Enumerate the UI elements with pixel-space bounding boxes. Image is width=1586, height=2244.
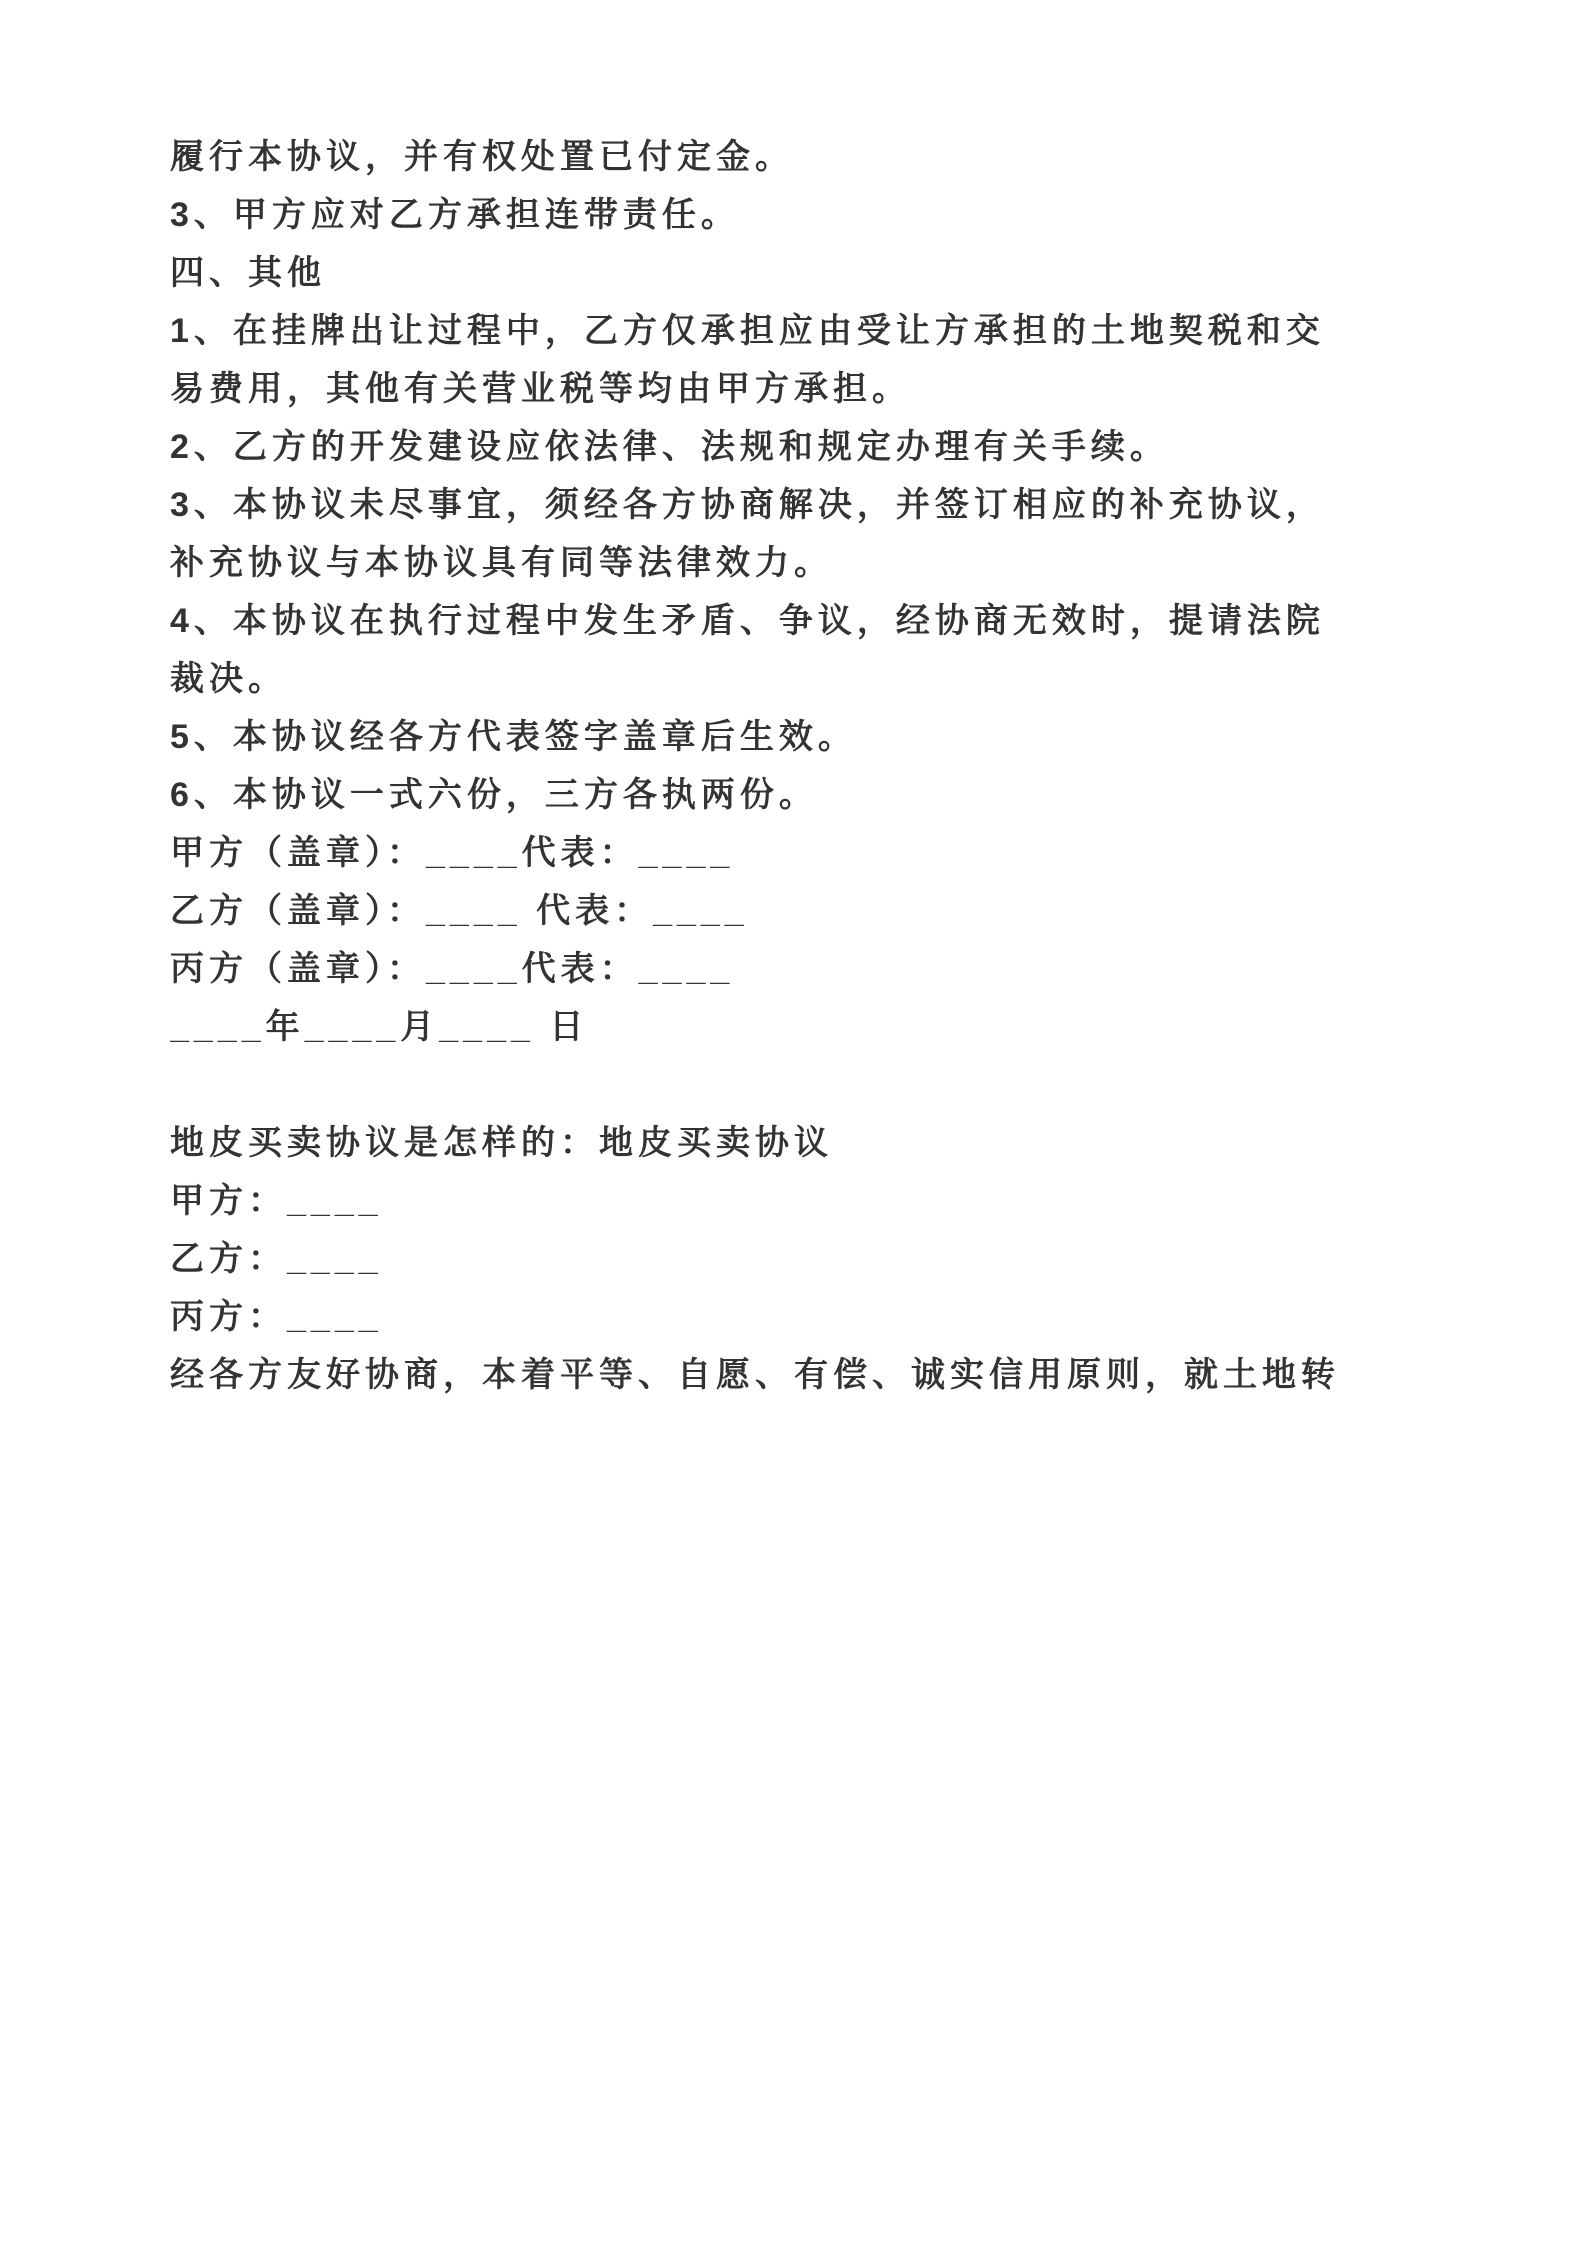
document-line: 3、甲方应对乙方承担连带责任。	[170, 196, 740, 234]
document-blank-line	[170, 1056, 1426, 1114]
document-line: 5、本协议经各方代表签字盖章后生效。	[170, 718, 857, 756]
document-line: ____年____月____ 日	[170, 1008, 589, 1046]
document-line: 1、在挂牌出让过程中，乙方仅承担应由受让方承担的土地契税和交	[170, 312, 1325, 350]
document-line: 丙方（盖章）：____代表：____	[170, 950, 735, 988]
document-line: 乙方（盖章）：____ 代表：____	[170, 892, 749, 930]
document-line: 四、其他	[170, 254, 326, 292]
document-line: 甲方：____	[170, 1182, 383, 1220]
document-line: 2、乙方的开发建设应依法律、法规和规定办理有关手续。	[170, 428, 1169, 466]
document-line: 经各方友好协商，本着平等、自愿、有偿、诚实信用原则，就土地转	[170, 1356, 1340, 1394]
document-line: 3、本协议未尽事宜，须经各方协商解决，并签订相应的补充协议，	[170, 486, 1325, 524]
document-line: 补充协议与本协议具有同等法律效力。	[170, 544, 833, 582]
document-line: 乙方：____	[170, 1240, 383, 1278]
document-line: 6、本协议一式六份，三方各执两份。	[170, 776, 818, 814]
document-line: 丙方：____	[170, 1298, 383, 1336]
document-line: 履行本协议，并有权处置已付定金。	[170, 138, 794, 176]
document-line: 易费用，其他有关营业税等均由甲方承担。	[170, 370, 911, 408]
document-line: 甲方（盖章）：____代表：____	[170, 834, 735, 872]
document-line: 4、本协议在执行过程中发生矛盾、争议，经协商无效时，提请法院	[170, 602, 1325, 640]
document-line: 裁决。	[170, 660, 287, 698]
document-body	[170, 128, 1426, 1404]
document-line: 地皮买卖协议是怎样的：地皮买卖协议	[170, 1124, 833, 1162]
